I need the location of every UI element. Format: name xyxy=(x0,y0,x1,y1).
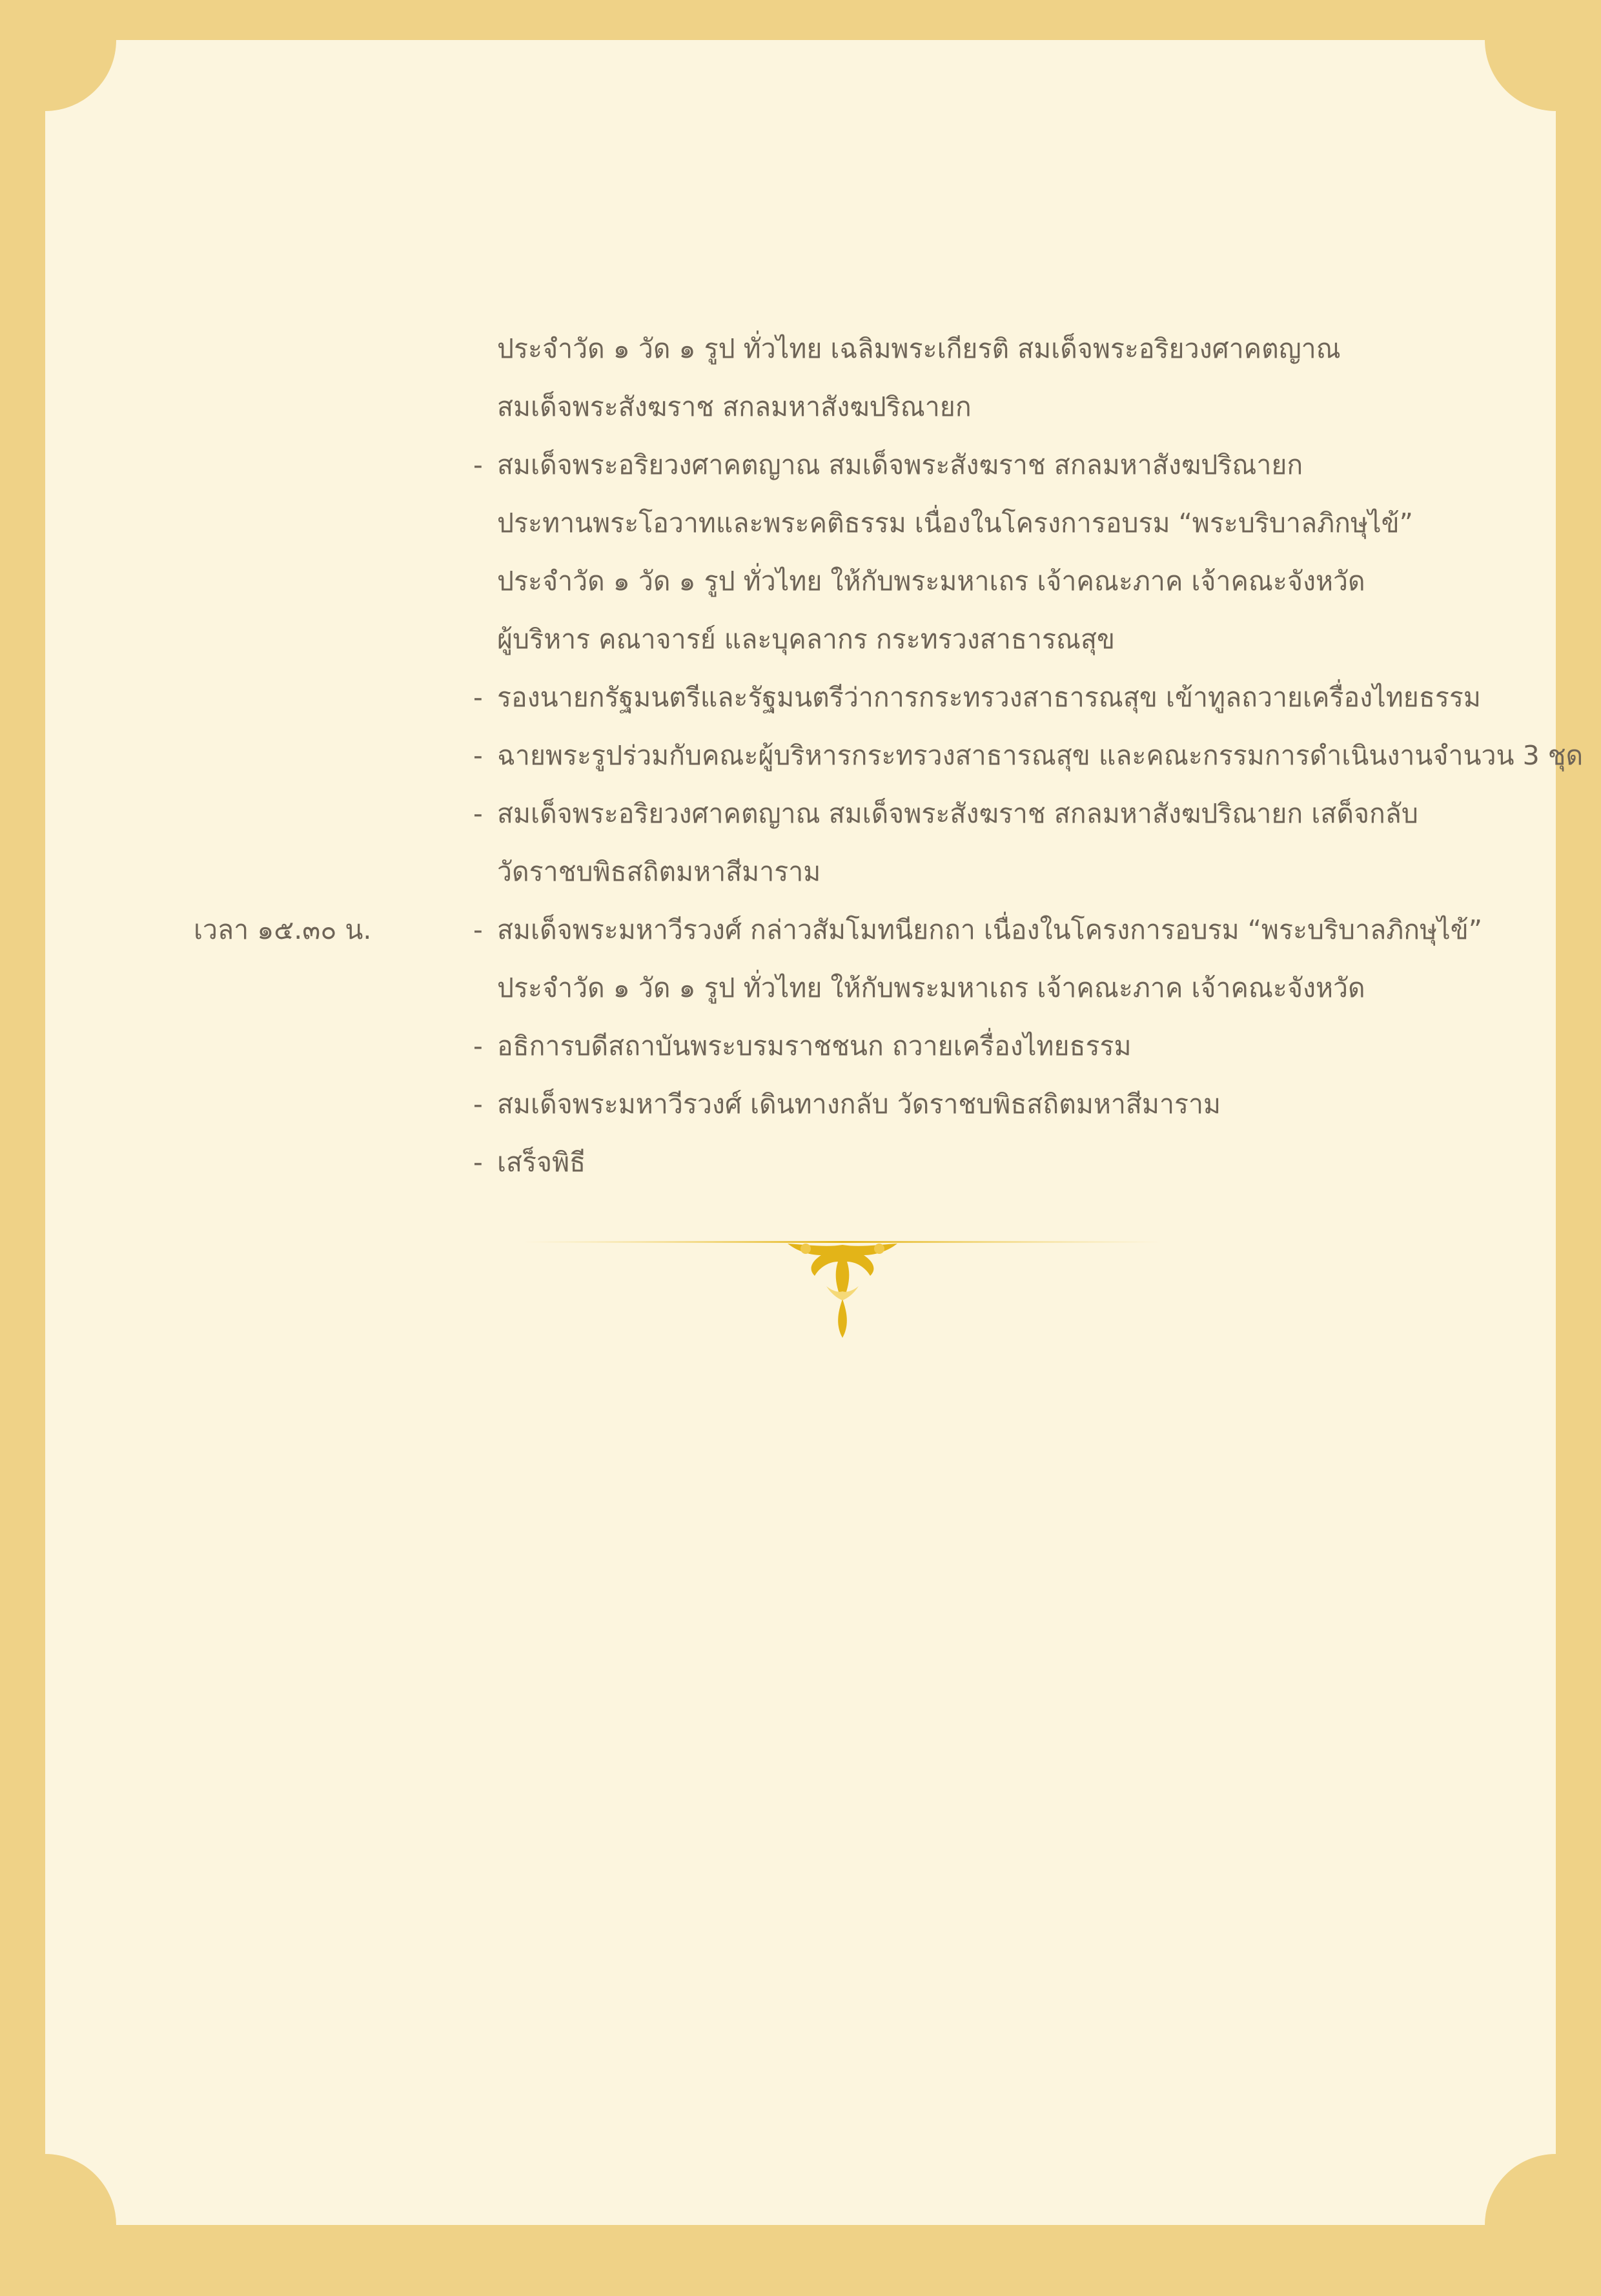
corner-notch-top-left xyxy=(0,0,116,111)
bullet-dash: - xyxy=(473,740,483,771)
bullet-dash: - xyxy=(473,1147,483,1178)
corner-notch-top-right xyxy=(1485,0,1601,111)
bullet-dash: - xyxy=(473,1030,483,1061)
schedule-text: สมเด็จพระอริยวงศาคตญาณ สมเด็จพระสังฆราช สกลมหาสังฆปริณายก เสด็จกลับ xyxy=(497,798,1418,829)
gold-flourish-ornament-icon xyxy=(523,1222,1162,1344)
schedule-text: เสร็จพิธี xyxy=(497,1147,586,1178)
bullet-dash: - xyxy=(473,682,483,713)
time-label: เวลา ๑๕.๓๐ น. xyxy=(194,914,372,945)
schedule-text: สมเด็จพระมหาวีรวงศ์ กล่าวสัมโมทนียกถา เนื่องในโครงการอบรม “พระบริบาลภิกษุไข้” xyxy=(497,914,1482,945)
schedule-text: อธิการบดีสถาบันพระบรมราชชนก ถวายเครื่องไทยธรรม xyxy=(497,1030,1132,1061)
document-page xyxy=(45,40,1584,2225)
schedule-text: ประทานพระโอวาทและพระคติธรรม เนื่องในโครงการอบรม “พระบริบาลภิกษุไข้” xyxy=(497,507,1413,538)
schedule-text: สมเด็จพระอริยวงศาคตญาณ สมเด็จพระสังฆราช สกลมหาสังฆปริณายก xyxy=(497,449,1303,480)
schedule-text: สมเด็จพระสังฆราช สกลมหาสังฆปริณายก xyxy=(497,391,972,422)
schedule-text: รองนายกรัฐมนตรีและรัฐมนตรีว่าการกระทรวงสาธารณสุข เข้าทูลถวายเครื่องไทยธรรม xyxy=(497,682,1481,713)
schedule-text: ประจำวัด ๑ วัด ๑ รูป ทั่วไทย เฉลิมพระเกียรติ สมเด็จพระอริยวงศาคตญาณ xyxy=(497,333,1341,364)
bullet-dash: - xyxy=(473,914,483,945)
corner-notch-bottom-left xyxy=(0,2154,116,2296)
bullet-dash: - xyxy=(473,449,483,480)
bullet-dash: - xyxy=(473,798,483,829)
schedule-text: วัดราชบพิธสถิตมหาสีมาราม xyxy=(497,856,821,887)
corner-notch-bottom-right xyxy=(1485,2154,1601,2296)
schedule-text: ประจำวัด ๑ วัด ๑ รูป ทั่วไทย ให้กับพระมหาเถร เจ้าคณะภาค เจ้าคณะจังหวัด xyxy=(497,972,1365,1003)
schedule-text: สมเด็จพระมหาวีรวงศ์ เดินทางกลับ วัดราชบพิธสถิตมหาสีมาราม xyxy=(497,1089,1221,1120)
schedule-text: ฉายพระรูปร่วมกับคณะผู้บริหารกระทรวงสาธารณสุข และคณะกรรมการดำเนินงานจำนวน 3 ชุด xyxy=(497,740,1584,771)
schedule-text: ประจำวัด ๑ วัด ๑ รูป ทั่วไทย ให้กับพระมหาเถร เจ้าคณะภาค เจ้าคณะจังหวัด xyxy=(497,566,1365,597)
bullet-dash: - xyxy=(473,1089,483,1120)
schedule-text: ผู้บริหาร คณาจารย์ และบุคลากร กระทรวงสาธารณสุข xyxy=(497,624,1115,655)
